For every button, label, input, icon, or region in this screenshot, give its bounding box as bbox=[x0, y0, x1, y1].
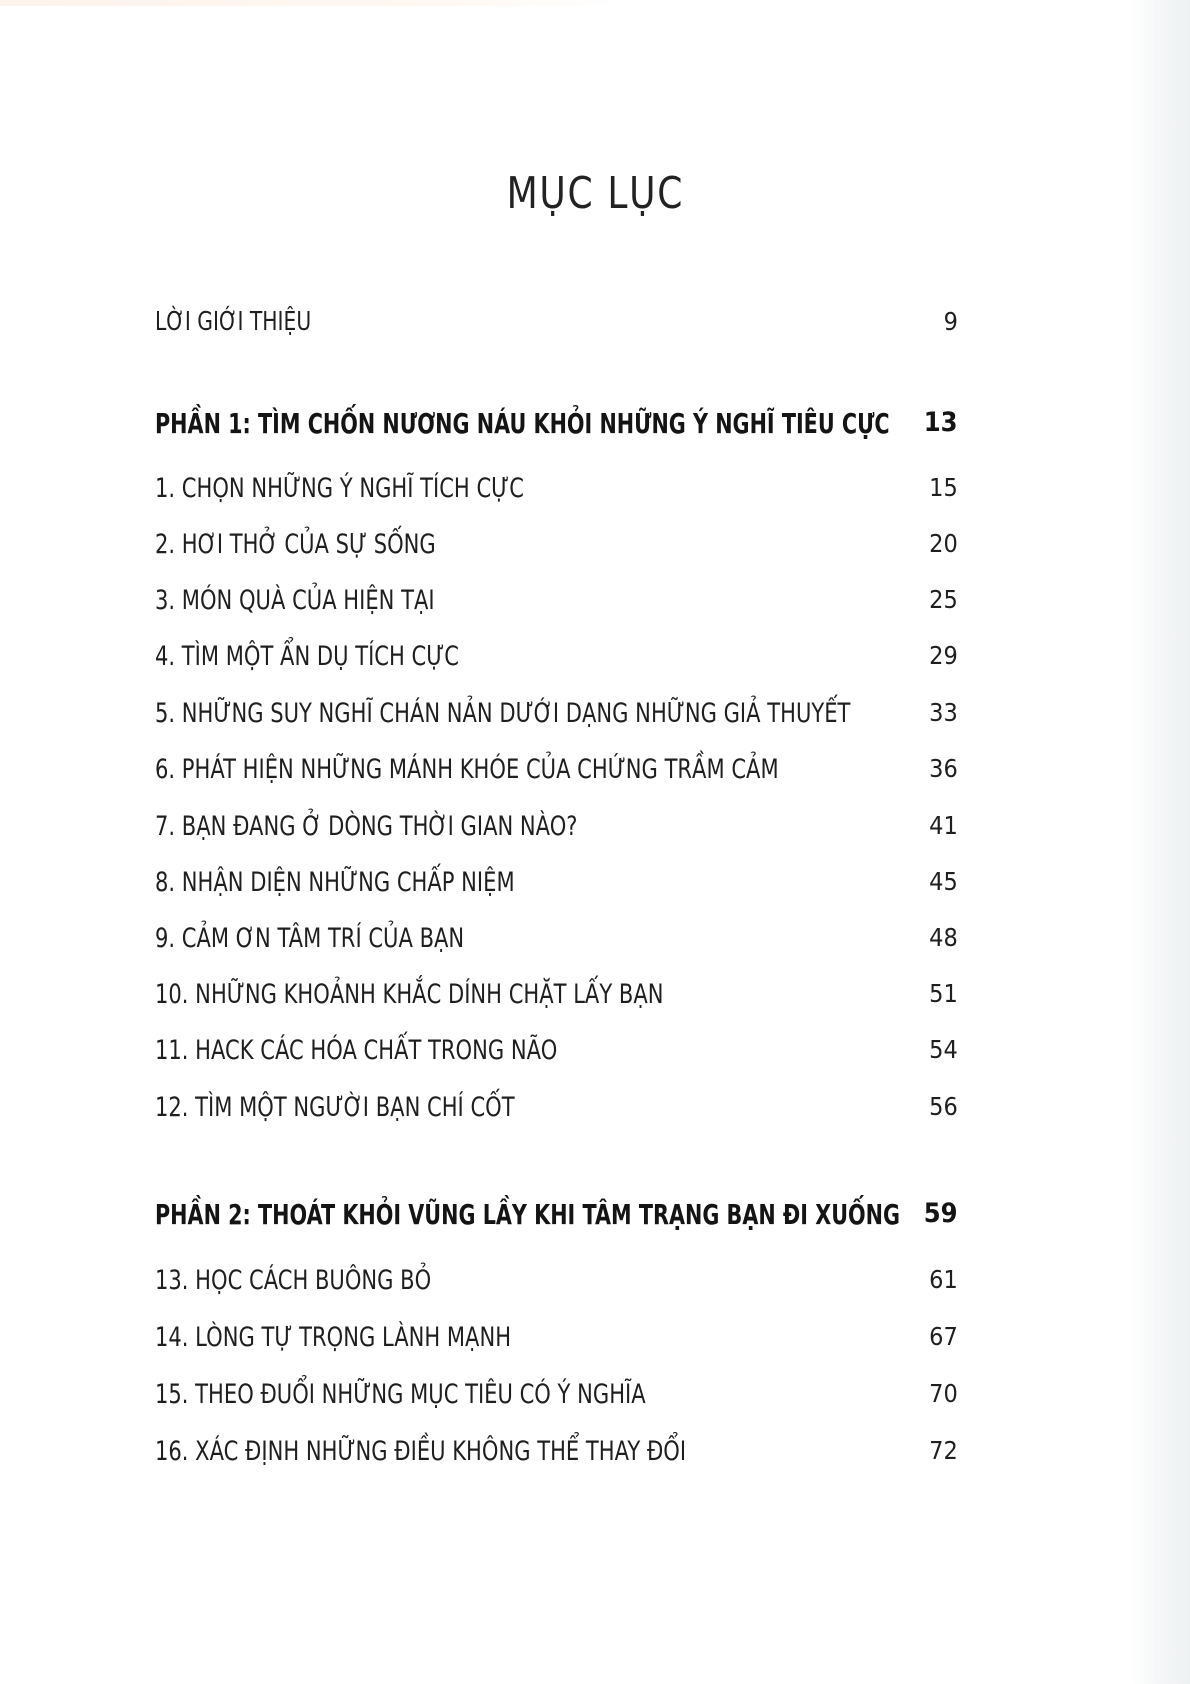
toc-entry bbox=[155, 867, 958, 907]
toc-entry-label: 2. HƠI THỞ CỦA SỰ SỐNG bbox=[155, 529, 436, 560]
toc-entry-label: 4. TÌM MỘT ẨN DỤ TÍCH CỰC bbox=[155, 641, 460, 672]
toc-entry bbox=[155, 529, 958, 569]
toc-entry bbox=[155, 1379, 958, 1419]
toc-part-label: PHẦN 2: THOÁT KHỎI VŨNG LẦY KHI TÂM TRẠNG BẠN ĐI XUỐNG bbox=[155, 1198, 900, 1231]
toc-entry-page: 41 bbox=[929, 811, 958, 840]
toc-entry bbox=[155, 1322, 958, 1362]
toc-entry bbox=[155, 923, 958, 963]
toc-entry-page: 33 bbox=[929, 698, 958, 727]
toc-entry-label: 9. CẢM ƠN TÂM TRÍ CỦA BẠN bbox=[155, 923, 465, 954]
toc-part-page: 59 bbox=[924, 1198, 958, 1229]
toc-entry-page: 72 bbox=[929, 1436, 958, 1465]
toc-part-1 bbox=[155, 407, 958, 447]
toc-entry-page: 9 bbox=[943, 307, 958, 336]
toc-entry bbox=[155, 1092, 958, 1132]
scan-edge-right bbox=[1130, 0, 1190, 1684]
toc-entry-page: 70 bbox=[929, 1379, 958, 1408]
toc-entry-page: 67 bbox=[929, 1322, 958, 1351]
toc-entry-page: 29 bbox=[929, 641, 958, 670]
toc-entry-label: 13. HỌC CÁCH BUÔNG BỎ bbox=[155, 1265, 432, 1296]
page-title: MỤC LỤC bbox=[506, 168, 685, 219]
toc-entry-label: 15. THEO ĐUỔI NHỮNG MỤC TIÊU CÓ Ý NGHĨA bbox=[155, 1379, 646, 1410]
toc-entry-label: 3. MÓN QUÀ CỦA HIỆN TẠI bbox=[155, 585, 435, 616]
toc-entry-label: 12. TÌM MỘT NGƯỜI BẠN CHÍ CỐT bbox=[155, 1092, 515, 1123]
toc-entry-label: 7. BẠN ĐANG Ở DÒNG THỜI GIAN NÀO? bbox=[155, 811, 578, 842]
scan-edge-top bbox=[0, 0, 620, 6]
toc-entry-page: 56 bbox=[929, 1092, 958, 1121]
toc-entry-label: LỜI GIỚI THIỆU bbox=[155, 307, 312, 337]
toc-entry bbox=[155, 811, 958, 851]
toc-entry bbox=[155, 754, 958, 794]
toc-entry-page: 25 bbox=[929, 585, 958, 614]
toc-entry-page: 15 bbox=[929, 473, 958, 502]
toc-entry bbox=[155, 698, 958, 738]
toc-entry-label: 14. LÒNG TỰ TRỌNG LÀNH MẠNH bbox=[155, 1322, 512, 1353]
toc-entry bbox=[155, 979, 958, 1019]
toc-entry-page: 54 bbox=[929, 1035, 958, 1064]
toc-entry-page: 51 bbox=[929, 979, 958, 1008]
toc-entry bbox=[155, 1035, 958, 1075]
toc-entry-label: 11. HACK CÁC HÓA CHẤT TRONG NÃO bbox=[155, 1035, 558, 1066]
toc-entry bbox=[155, 1265, 958, 1305]
toc-part-page: 13 bbox=[924, 407, 958, 438]
toc-entry-page: 48 bbox=[929, 923, 958, 952]
toc-entry-page: 20 bbox=[929, 529, 958, 558]
toc-entry bbox=[155, 473, 958, 513]
toc-entry-label: 6. PHÁT HIỆN NHỮNG MÁNH KHÓE CỦA CHỨNG TRẦM CẢM bbox=[155, 754, 779, 785]
toc-entry-page: 45 bbox=[929, 867, 958, 896]
toc-entry-page: 36 bbox=[929, 754, 958, 783]
toc-entry-page: 61 bbox=[929, 1265, 958, 1294]
toc-entry-label: 1. CHỌN NHỮNG Ý NGHĨ TÍCH CỰC bbox=[155, 473, 524, 504]
toc-entry-introduction bbox=[155, 307, 958, 347]
toc-entry bbox=[155, 1436, 958, 1476]
toc-entry bbox=[155, 585, 958, 625]
toc-entry-label: 16. XÁC ĐỊNH NHỮNG ĐIỀU KHÔNG THỂ THAY ĐỔI bbox=[155, 1436, 687, 1467]
toc-entry-label: 5. NHỮNG SUY NGHĨ CHÁN NẢN DƯỚI DẠNG NHỮNG GIẢ THUYẾT bbox=[155, 698, 851, 729]
toc-entry-label: 8. NHẬN DIỆN NHỮNG CHẤP NIỆM bbox=[155, 867, 515, 898]
toc-entry bbox=[155, 641, 958, 681]
toc-entry-label: 10. NHỮNG KHOẢNH KHẮC DÍNH CHẶT LẤY BẠN bbox=[155, 979, 664, 1010]
toc-part-2 bbox=[155, 1198, 958, 1238]
toc-part-label: PHẦN 1: TÌM CHỐN NƯƠNG NÁU KHỎI NHỮNG Ý NGHĨ TIÊU CỰC bbox=[155, 407, 890, 440]
